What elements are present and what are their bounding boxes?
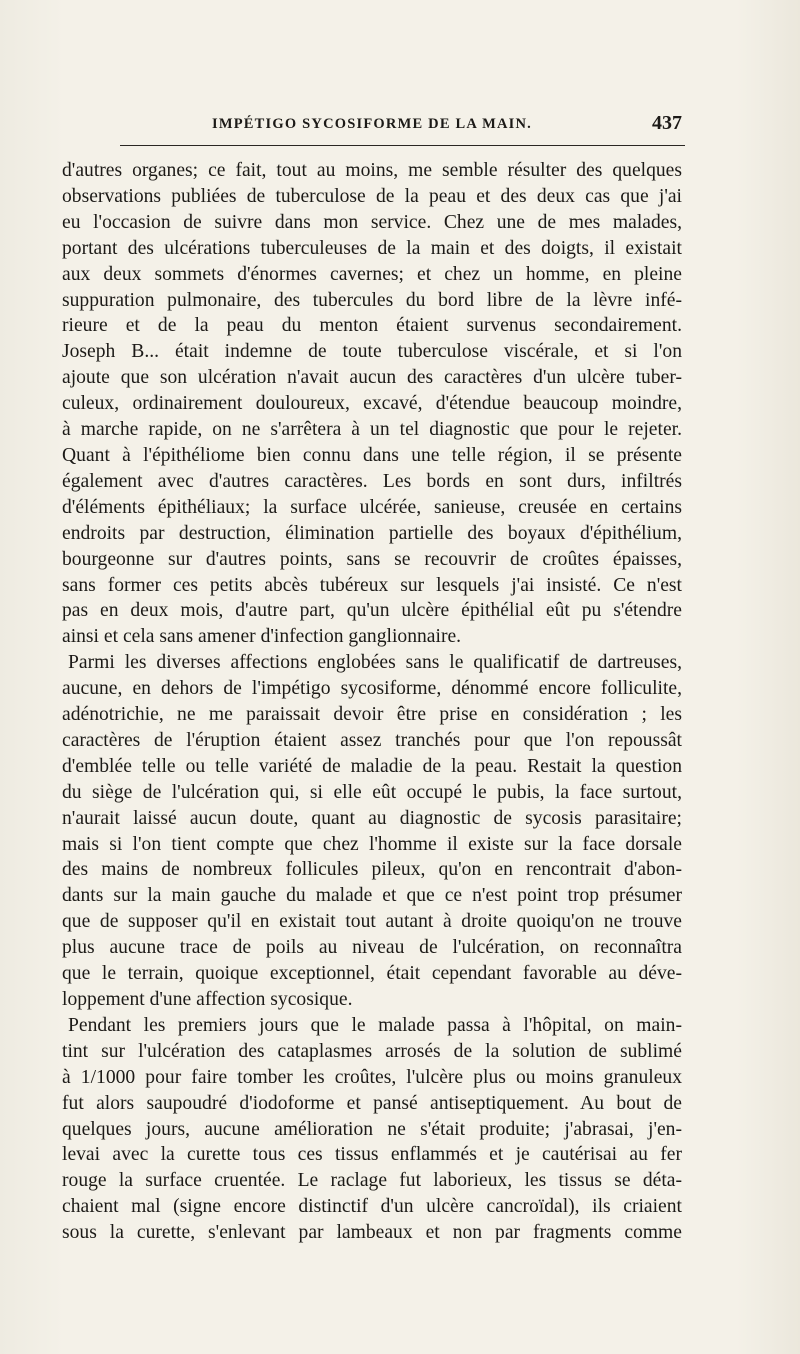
text-line: Quant à l'épithéliome bien connu dans une telle région, il se présente: [62, 444, 682, 466]
text-line: n'aurait laissé aucun doute, quant au diagnostic de sycosis parasitaire;: [62, 807, 682, 829]
text-line: observations publiées de tuberculose de la peau et des deux cas que j'ai: [62, 185, 682, 207]
text-line: pas en deux mois, d'autre part, qu'un ulcère épithélial eût pu s'étendre: [62, 600, 682, 622]
text-line: eu l'occasion de suivre dans mon service. Chez une de mes malades,: [62, 211, 682, 233]
text-line: loppement d'une affection sycosique.: [62, 989, 353, 1010]
text-line: du siège de l'ulcération qui, si elle eût occupé le pubis, la face surtout,: [62, 781, 682, 803]
page-header: [62, 112, 682, 136]
text-line: aucune, en dehors de l'impétigo sycosiforme, dénommé encore folliculite,: [62, 678, 682, 700]
text-line: rouge la surface cruentée. Le raclage fut laborieux, les tissus se déta-: [62, 1170, 682, 1192]
running-title: IMPÉTIGO SYCOSIFORME DE LA MAIN.: [212, 116, 532, 132]
text-line: Joseph B... était indemne de toute tuberculose viscérale, et si l'on: [62, 341, 682, 363]
text-line: Parmi les diverses affections englobées sans le qualificatif de dartreuses,: [68, 652, 682, 674]
text-line: rieure et de la peau du menton étaient survenus secondairement.: [62, 315, 682, 337]
text-line: d'emblée telle ou telle variété de maladie de la peau. Restait la question: [62, 755, 682, 777]
paragraph-2: [62, 650, 682, 1013]
text-line: Pendant les premiers jours que le malade passa à l'hôpital, on main-: [68, 1014, 682, 1036]
text-line: d'éléments épithéliaux; la surface ulcérée, sanieuse, creusée en certains: [62, 496, 682, 518]
text-line: fut alors saupoudré d'iodoforme et pansé antiseptiquement. Au bout de: [62, 1092, 682, 1114]
body-text: [62, 158, 682, 1246]
text-line: portant des ulcérations tuberculeuses de la main et des doigts, il existait: [62, 237, 682, 259]
text-line: quelques jours, aucune amélioration ne s'était produite; j'abrasai, j'en-: [62, 1118, 682, 1140]
text-line: sans former ces petits abcès tubéreux sur lesquels j'ai insisté. Ce n'est: [62, 574, 682, 596]
text-line: d'autres organes; ce fait, tout au moins, me semble résulter des quelques: [62, 160, 682, 181]
header-rule: [120, 145, 685, 146]
text-line: que de supposer qu'il en existait tout autant à droite quoiqu'on ne trouve: [62, 911, 682, 933]
text-line: ajoute que son ulcération n'avait aucun des caractères d'un ulcère tuber-: [62, 367, 682, 389]
page-number: 437: [652, 112, 682, 134]
text-line: culeux, ordinairement douloureux, excavé, d'étendue beaucoup moindre,: [62, 393, 682, 415]
text-line: également avec d'autres caractères. Les bords en sont durs, infiltrés: [62, 470, 682, 492]
text-line: dants sur la main gauche du malade et que ce n'est point trop présumer: [62, 885, 682, 907]
text-line: des mains de nombreux follicules pileux, qu'on en rencontrait d'abon-: [62, 859, 682, 881]
paragraph-3: [62, 1013, 682, 1246]
text-line: à marche rapide, on ne s'arrêtera à un tel diagnostic que pour le rejeter.: [62, 419, 682, 441]
text-line: adénotrichie, ne me paraissait devoir être prise en considération ; les: [62, 704, 682, 726]
text-line: endroits par destruction, élimination partielle des boyaux d'épithélium,: [62, 522, 682, 544]
text-line: bourgeonne sur d'autres points, sans se recouvrir de croûtes épaisses,: [62, 548, 682, 570]
text-line: caractères de l'éruption étaient assez tranchés pour que l'on repoussât: [62, 729, 682, 751]
text-line: levai avec la curette tous ces tissus enflammés et je cautérisai au fer: [62, 1144, 682, 1166]
text-line: que le terrain, quoique exceptionnel, était cependant favorable au déve-: [62, 963, 682, 985]
text-line: suppuration pulmonaire, des tubercules du bord libre de la lèvre infé-: [62, 289, 682, 311]
text-line: aux deux sommets d'énormes cavernes; et chez un homme, en pleine: [62, 263, 682, 285]
text-line: à 1/1000 pour faire tomber les croûtes, l'ulcère plus ou moins granuleux: [62, 1066, 682, 1088]
text-line: ainsi et cela sans amener d'infection ganglionnaire.: [62, 626, 462, 648]
paragraph-1: [62, 158, 682, 650]
text-line: sous la curette, s'enlevant par lambeaux et non par fragments comme: [62, 1222, 682, 1244]
text-line: chaient mal (signe encore distinctif d'un ulcère cancroïdal), ils criaient: [62, 1196, 682, 1218]
text-line: tint sur l'ulcération des cataplasmes arrosés de la solution de sublimé: [62, 1040, 682, 1062]
text-line: mais si l'on tient compte que chez l'homme il existe sur la face dorsale: [62, 833, 682, 855]
text-line: plus aucune trace de poils au niveau de l'ulcération, on reconnaîtra: [62, 937, 682, 959]
